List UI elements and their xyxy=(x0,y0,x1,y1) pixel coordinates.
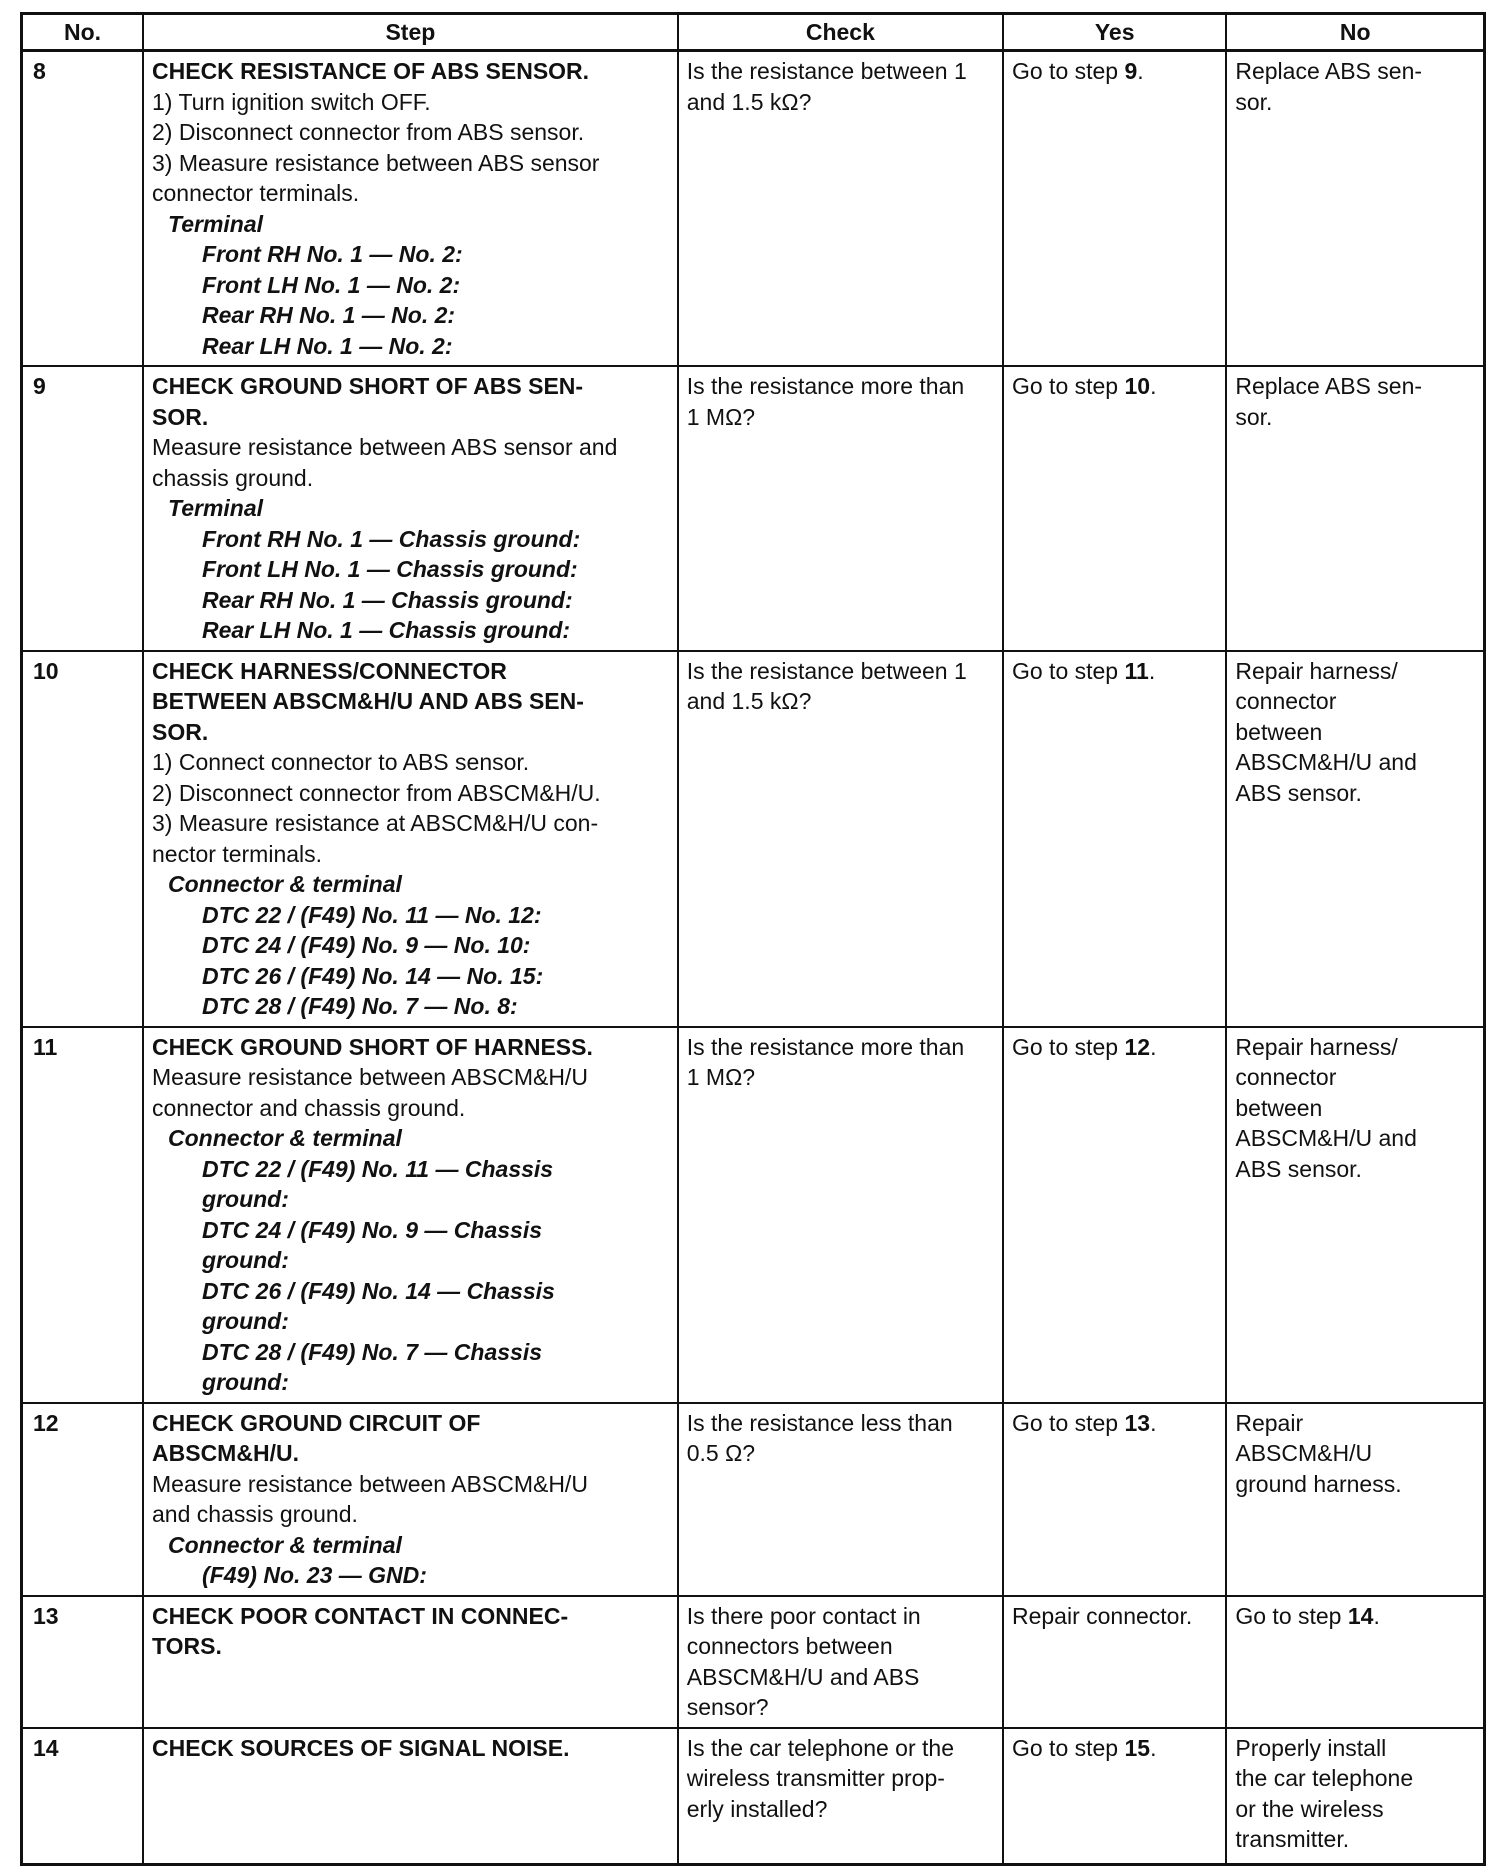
no-cell xyxy=(1226,1728,1484,1865)
check-text: 0.5 Ω? xyxy=(686,1440,756,1466)
no-text: between xyxy=(1235,1094,1323,1121)
yes-cell xyxy=(1003,1403,1226,1596)
yes-cell xyxy=(1003,651,1226,1027)
check-text: Is the resistance between 1 xyxy=(686,657,967,684)
no-text: sor. xyxy=(1235,403,1273,430)
step-cell xyxy=(143,1403,678,1596)
step-instruction: 3) Measure resistance at ABSCM&H/U con- xyxy=(152,810,599,836)
no-text: Go to step xyxy=(1235,1602,1348,1629)
step-cell xyxy=(143,366,678,651)
terminal-item: Front RH No. 1 — No. 2: xyxy=(202,241,463,267)
no-cell xyxy=(1226,366,1484,651)
terminal-item: Front LH No. 1 — No. 2: xyxy=(202,271,461,298)
yes-text-end: . xyxy=(1148,657,1156,684)
no-text: Repair harness/ xyxy=(1235,657,1398,684)
no-text: or the wireless xyxy=(1235,1795,1384,1822)
yes-text-end: . xyxy=(1137,58,1144,84)
step-cell xyxy=(143,1728,678,1865)
terminal-item: Rear LH No. 1 — Chassis ground: xyxy=(202,617,571,643)
step-instruction: and chassis ground. xyxy=(152,1501,358,1527)
yes-step-ref: 11 xyxy=(1124,657,1149,684)
check-text: Is there poor contact in xyxy=(686,1602,921,1629)
yes-step-ref: 15 xyxy=(1124,1734,1151,1761)
step-title: TORS. xyxy=(152,1633,222,1659)
check-text: Is the resistance more than xyxy=(686,373,965,399)
step-instruction: Measure resistance between ABS sensor and xyxy=(152,434,618,460)
check-text: and 1.5 kΩ? xyxy=(686,88,812,115)
no-text: sor. xyxy=(1235,88,1273,115)
table-row xyxy=(22,1596,1485,1728)
no-cell xyxy=(1226,51,1484,367)
no-cell xyxy=(1226,651,1484,1027)
check-text: 1 MΩ? xyxy=(686,403,756,430)
table-row xyxy=(22,1403,1485,1596)
step-instruction: connector terminals. xyxy=(152,180,360,206)
table-row xyxy=(22,51,1485,367)
step-title: CHECK POOR CONTACT IN CONNEC- xyxy=(152,1602,569,1629)
no-step-ref: 14 xyxy=(1347,1602,1374,1629)
terminal-item: (F49) No. 23 — GND: xyxy=(202,1562,427,1588)
yes-step-ref: 12 xyxy=(1124,1033,1151,1060)
step-title: CHECK HARNESS/CONNECTOR xyxy=(152,657,507,684)
yes-text-end: . xyxy=(1150,1409,1157,1436)
step-subheading: Terminal xyxy=(168,210,264,237)
step-instruction: 2) Disconnect connector from ABS sensor. xyxy=(152,119,585,145)
yes-text-end: . xyxy=(1150,1734,1157,1761)
step-subheading: Terminal xyxy=(168,495,264,521)
terminal-item: ground: xyxy=(202,1369,289,1395)
table-row xyxy=(22,366,1485,651)
terminal-item: DTC 24 / (F49) No. 9 — Chassis xyxy=(202,1216,542,1243)
terminal-item: Rear RH No. 1 — Chassis ground: xyxy=(202,586,573,613)
check-text: Is the resistance between 1 xyxy=(686,58,967,84)
no-text: Repair xyxy=(1235,1409,1304,1436)
terminal-item: DTC 28 / (F49) No. 7 — No. 8: xyxy=(202,993,518,1019)
step-instruction: Measure resistance between ABSCM&H/U xyxy=(152,1470,588,1497)
step-instruction: 2) Disconnect connector from ABSCM&H/U. xyxy=(152,779,601,806)
step-title: SOR. xyxy=(152,718,209,745)
no-text: Replace ABS sen- xyxy=(1235,58,1423,84)
step-instruction: 3) Measure resistance between ABS sensor xyxy=(152,149,600,176)
yes-text: Go to step xyxy=(1011,1409,1125,1436)
no-text: ABSCM&H/U and xyxy=(1235,749,1417,775)
no-text: ABSCM&H/U xyxy=(1235,1440,1373,1466)
no-text-end: . xyxy=(1373,1602,1380,1629)
header-row xyxy=(22,14,1485,51)
step-cell xyxy=(143,51,678,367)
yes-step-ref: 13 xyxy=(1124,1409,1151,1436)
table-body xyxy=(22,51,1485,1865)
yes-cell xyxy=(1003,1027,1226,1403)
no-cell xyxy=(1226,1596,1484,1728)
yes-text: Go to step xyxy=(1011,1033,1125,1060)
header-check: Check xyxy=(678,14,1003,51)
step-title: CHECK SOURCES OF SIGNAL NOISE. xyxy=(152,1734,570,1761)
check-text: Is the resistance more than xyxy=(686,1033,965,1060)
step-subheading: Connector & terminal xyxy=(168,871,402,897)
header-yes: Yes xyxy=(1003,14,1226,51)
step-title: CHECK GROUND SHORT OF HARNESS. xyxy=(152,1033,593,1060)
step-instruction: chassis ground. xyxy=(152,464,314,491)
terminal-item: DTC 28 / (F49) No. 7 — Chassis xyxy=(202,1338,542,1365)
yes-step-ref: 10 xyxy=(1124,373,1151,399)
header-no-col: No xyxy=(1226,14,1484,51)
terminal-item: Front LH No. 1 — Chassis ground: xyxy=(202,556,578,582)
yes-text: Go to step xyxy=(1011,1734,1125,1761)
no-text: transmitter. xyxy=(1235,1826,1350,1852)
step-number: 14 xyxy=(22,1728,144,1865)
terminal-item: DTC 24 / (F49) No. 9 — No. 10: xyxy=(202,932,531,958)
table-row xyxy=(22,1027,1485,1403)
step-cell xyxy=(143,651,678,1027)
check-cell xyxy=(678,651,1003,1027)
table-row xyxy=(22,651,1485,1027)
check-text: 1 MΩ? xyxy=(686,1064,756,1090)
check-text: ABSCM&H/U and ABS xyxy=(686,1663,920,1690)
no-text: ground harness. xyxy=(1235,1470,1402,1497)
check-text: Is the car telephone or the xyxy=(686,1734,954,1761)
check-cell xyxy=(678,366,1003,651)
yes-text-end: . xyxy=(1150,1033,1157,1060)
no-text: connector xyxy=(1235,1064,1337,1090)
step-instruction: nector terminals. xyxy=(152,840,323,867)
no-text: Repair harness/ xyxy=(1235,1033,1398,1060)
check-text: Is the resistance less than xyxy=(686,1409,953,1436)
yes-step-ref: 9 xyxy=(1124,58,1138,84)
terminal-item: ground: xyxy=(202,1308,289,1334)
check-cell xyxy=(678,1403,1003,1596)
step-number: 10 xyxy=(22,651,144,1027)
check-text: erly installed? xyxy=(686,1795,828,1822)
terminal-item: DTC 22 / (F49) No. 11 — No. 12: xyxy=(202,901,542,928)
step-instruction: 1) Turn ignition switch OFF. xyxy=(152,88,431,115)
step-number: 11 xyxy=(22,1027,144,1403)
yes-cell xyxy=(1003,51,1226,367)
step-title: CHECK RESISTANCE OF ABS SENSOR. xyxy=(152,58,590,84)
step-number: 13 xyxy=(22,1596,144,1728)
check-cell xyxy=(678,51,1003,367)
step-number: 12 xyxy=(22,1403,144,1596)
no-text: Properly install xyxy=(1235,1734,1387,1761)
step-title: CHECK GROUND CIRCUIT OF xyxy=(152,1409,481,1436)
no-text: Replace ABS sen- xyxy=(1235,373,1423,399)
yes-cell xyxy=(1003,1596,1226,1728)
terminal-item: Front RH No. 1 — Chassis ground: xyxy=(202,525,581,552)
step-title: ABSCM&H/U. xyxy=(152,1440,299,1466)
terminal-item: ground: xyxy=(202,1186,289,1212)
step-title: BETWEEN ABSCM&H/U AND ABS SEN- xyxy=(152,688,584,714)
yes-text: Go to step xyxy=(1011,58,1125,84)
table-row xyxy=(22,1728,1485,1865)
step-title: CHECK GROUND SHORT OF ABS SEN- xyxy=(152,373,584,399)
no-text: ABS sensor. xyxy=(1235,779,1362,806)
terminal-item: DTC 26 / (F49) No. 14 — Chassis xyxy=(202,1277,555,1304)
check-cell xyxy=(678,1596,1003,1728)
check-cell xyxy=(678,1728,1003,1865)
no-cell xyxy=(1226,1027,1484,1403)
step-number: 8 xyxy=(22,51,144,367)
step-cell xyxy=(143,1596,678,1728)
header-no: No. xyxy=(22,14,144,51)
yes-text: Go to step xyxy=(1011,657,1125,684)
terminal-item: DTC 22 / (F49) No. 11 — Chassis xyxy=(202,1155,554,1182)
no-cell xyxy=(1226,1403,1484,1596)
step-subheading: Connector & terminal xyxy=(168,1125,402,1151)
no-text: ABSCM&H/U and xyxy=(1235,1125,1417,1151)
diagnostic-table-wrapper xyxy=(20,12,1486,1852)
check-cell xyxy=(678,1027,1003,1403)
diagnostic-table xyxy=(20,12,1486,1866)
no-text: ABS sensor. xyxy=(1235,1155,1362,1182)
yes-text: Repair connector. xyxy=(1011,1602,1193,1629)
step-instruction: Measure resistance between ABSCM&H/U xyxy=(152,1064,588,1090)
step-number: 9 xyxy=(22,366,144,651)
terminal-item: DTC 26 / (F49) No. 14 — No. 15: xyxy=(202,962,544,989)
check-text: sensor? xyxy=(686,1694,769,1720)
check-text: and 1.5 kΩ? xyxy=(686,688,812,714)
no-text: the car telephone xyxy=(1235,1765,1414,1791)
step-subheading: Connector & terminal xyxy=(168,1531,402,1558)
yes-cell xyxy=(1003,1728,1226,1865)
step-cell xyxy=(143,1027,678,1403)
step-title: SOR. xyxy=(152,403,209,430)
step-instruction: connector and chassis ground. xyxy=(152,1094,466,1121)
yes-cell xyxy=(1003,366,1226,651)
no-text: connector xyxy=(1235,688,1337,714)
terminal-item: ground: xyxy=(202,1247,289,1273)
header-step: Step xyxy=(143,14,678,51)
no-text: between xyxy=(1235,718,1323,745)
check-text: connectors between xyxy=(686,1633,893,1659)
check-text: wireless transmitter prop- xyxy=(686,1765,945,1791)
step-instruction: 1) Connect connector to ABS sensor. xyxy=(152,749,530,775)
yes-text-end: . xyxy=(1150,373,1157,399)
yes-text: Go to step xyxy=(1011,373,1125,399)
terminal-item: Rear LH No. 1 — No. 2: xyxy=(202,332,453,359)
terminal-item: Rear RH No. 1 — No. 2: xyxy=(202,302,456,328)
